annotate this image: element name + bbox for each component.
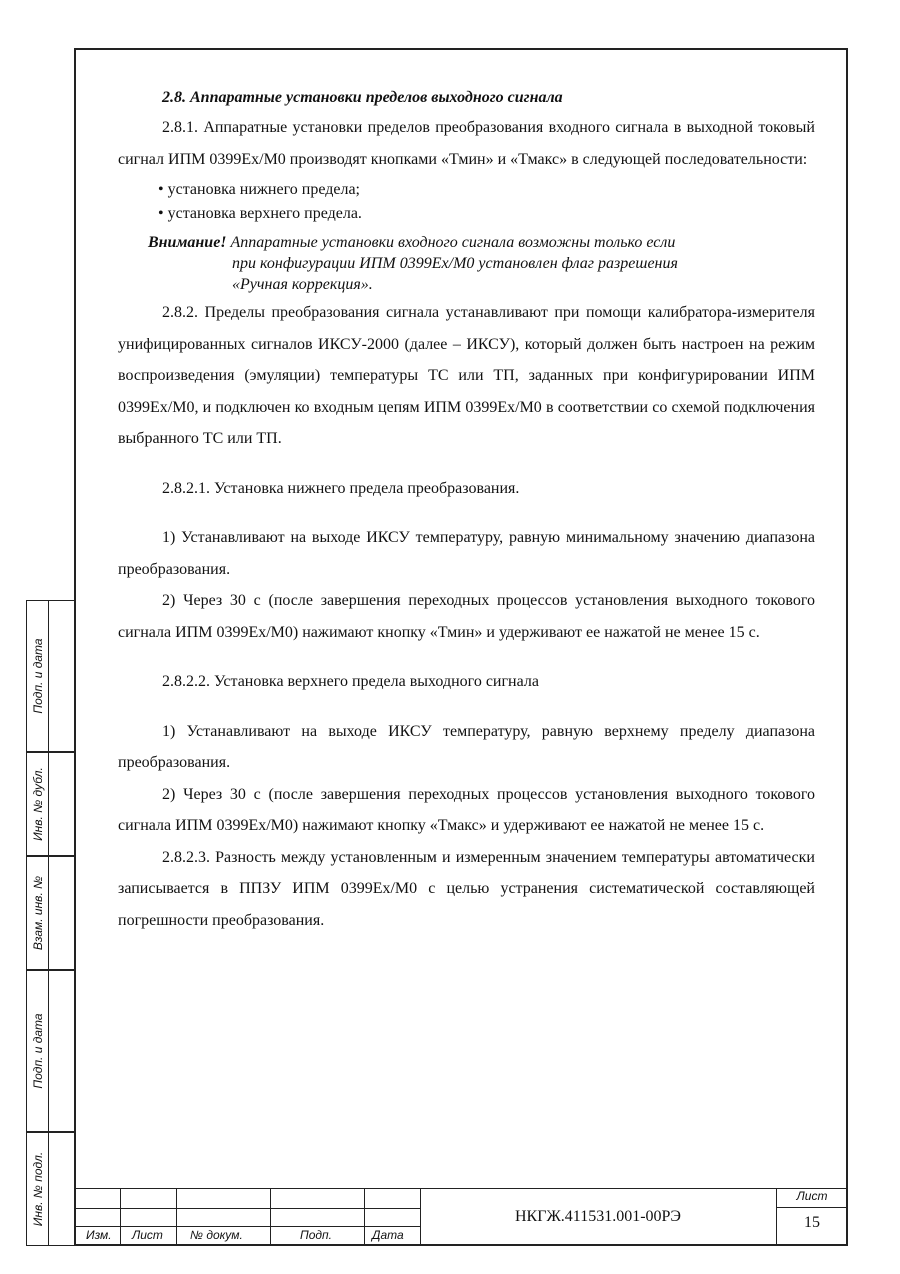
stamp-label-podp: Подп. [300,1228,332,1242]
subsection-heading: 2.8.2.1. Установка нижнего предела преобразования. [162,479,520,497]
side-stamp-inv-dubl [26,752,74,856]
section-heading: 2.8. Аппаратные установки пределов выходного сигнала [162,89,563,106]
warning-note: Внимание! Аппаратные установки входного сигнала возможны только если при конфигурации ИПМ 0399Ex/M0 установлен флаг разрешения «Ручная коррекция». [148,234,678,293]
paragraph: 2.8.2.3. Разность между установленным и измеренным значением температуры автоматически записывается в ППЗУ ИПМ 0399Ex/M0 с целью устранения систематической составляющей погрешности преобразования. [118,848,815,929]
sheet-label: Лист [796,1189,828,1203]
paragraph: 2) Через 30 с (после завершения переходных процессов установления выходного токового сигнала ИПМ 0399Ex/M0) нажимают кнопку «Тмин» и удерживают ее нажатой не менее 15 с. [118,592,815,641]
side-label: Инв. № дубл. [30,767,45,841]
paragraph: 1) Устанавливают на выходе ИКСУ температуру, равную минимальному значению диапазона преобразования. [118,529,815,578]
warning-label: Внимание! [148,234,227,251]
paragraph: 2) Через 30 с (после завершения переходных процессов установления выходного токового сигнала ИПМ 0399Ex/M0) нажимают кнопку «Тмакс» и удерживают ее нажатой не менее 15 с. [118,785,815,834]
paragraph: 2.8.2. Пределы преобразования сигнала устанавливают при помощи калибратора-измерителя унифицированных сигналов ИКСУ-2000 (далее – ИКСУ), который должен быть настроен на режим воспроизведения (эмуляции) температуры ТС или ТП, заданных при конфигурировании ИПМ 0399Ex/M0, и подключен ко входным цепям ИПМ 0399Ex/M0 в соответствии со схемой подключения выбранного ТС или ТП. [118,304,815,447]
list-item: • установка верхнего предела. [158,202,815,226]
side-stamp-podp-data-1 [26,600,74,752]
stamp-label-data: Дата [372,1228,404,1242]
stamp-label-izm: Изм. [86,1228,112,1242]
paragraph: 2.8.1. Аппаратные установки пределов преобразования входного сигнала в выходной токовый сигнал ИПМ 0399Ex/M0 производят кнопками «Тмин» и «Тмакс» в следующей последовательности: [118,119,815,168]
subsection-heading: 2.8.2.2. Установка верхнего предела выходного сигнала [162,673,539,690]
sheet-number: 15 [804,1214,820,1231]
paragraph: 1) Устанавливают на выходе ИКСУ температуру, равную верхнему пределу диапазона преобразования. [118,722,815,771]
list-item: • установка нижнего предела; [158,178,815,202]
document-body [118,86,815,936]
side-stamp-podp-data-2 [26,970,74,1132]
side-label: Подп. и дата [30,638,45,714]
stamp-label-list: Лист [132,1228,163,1242]
side-label: Подп. и дата [30,1013,45,1089]
side-label: Инв. № подл. [30,1151,45,1227]
side-stamp-inv-podl [26,1132,74,1246]
bullet-list [158,178,815,226]
side-stamp-vzam-inv [26,856,74,970]
stamp-label-dokum: № докум. [190,1228,243,1242]
document-code: НКГЖ.411531.001-00РЭ [514,1208,681,1225]
side-label: Взам. инв. № [30,875,45,951]
